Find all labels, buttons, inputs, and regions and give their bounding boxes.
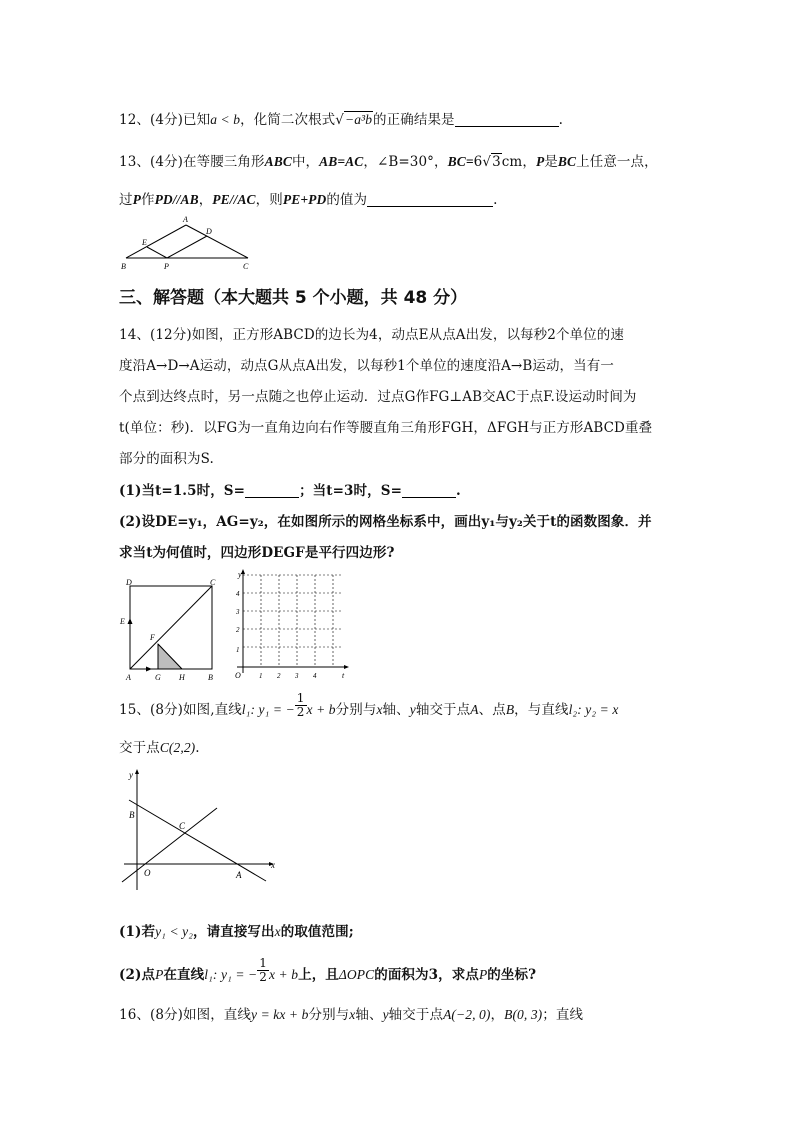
q14-part1 (119, 479, 461, 499)
q14-arrow-g (146, 667, 152, 672)
q14-line-5: 部分的面积为S. (119, 451, 214, 467)
q14-grid-y-arrow (241, 569, 245, 574)
q13-zuo: 作 (140, 192, 155, 208)
q13-label-b: B (121, 262, 126, 271)
q13-side-ac (186, 225, 248, 258)
q13-pe-ac: PE//AC (212, 192, 256, 207)
q13-p2: P (132, 192, 141, 207)
q13-label-c: C (243, 262, 249, 271)
q12-end: . (558, 112, 564, 128)
q13-line1 (119, 150, 658, 170)
q13-bc2: BC (557, 154, 577, 169)
q15-eq1-right: x + b (306, 702, 336, 717)
q16-sep: ， (490, 1007, 505, 1023)
q14-grid-yt-2: 2 (236, 626, 240, 634)
q15-part2-p: P (155, 967, 164, 982)
q14-label-d: D (126, 578, 132, 587)
q15-label-y: y (129, 770, 133, 780)
q15-fraction: $\frac{1}{2}$ (296, 691, 305, 719)
q15-dot-b: 、点 (478, 702, 506, 718)
q12-suffix: 的正确结果是 (373, 112, 455, 128)
q15-x-axis: x (376, 702, 383, 717)
q15-part2-fraction: $\frac{1}{2}$ (259, 956, 267, 984)
q12-answer-blank[interactable] (455, 112, 559, 127)
q14-label-f: F (150, 633, 155, 642)
q13-ze: ，则 (255, 192, 283, 208)
q15-line2 (119, 736, 200, 756)
q15-line1 (119, 691, 619, 719)
q15-part1-c: 的取值范围; (280, 924, 354, 940)
q15-part2-b: 在直线 (163, 967, 205, 983)
q14-grid-xt-2: 2 (277, 672, 281, 680)
q14-part1-a: (1)当t=1.5时，S= (119, 483, 246, 499)
q14-label-b: B (208, 673, 213, 682)
q13-cm: cm， (501, 154, 536, 170)
q13-any: 上任意一点， (576, 154, 658, 170)
q13-bc: BC= (447, 154, 474, 169)
q15-part1-x: x (274, 924, 281, 939)
q15-part1-a: (1)若 (119, 924, 156, 940)
q15-part2-eq-right: x + b (268, 967, 299, 982)
q16-point-a: A(−2, 0) (443, 1007, 491, 1022)
q15-axis-mid: 轴、 (382, 702, 410, 718)
q13-in: 中， (291, 154, 320, 170)
q14-blank-2[interactable] (402, 483, 456, 498)
q13-angle: ，∠B=30°， (363, 154, 448, 170)
q13-answer-blank[interactable] (367, 192, 493, 207)
q14-label-c: C (210, 578, 216, 587)
q14-grid-xt-1: 1 (259, 672, 263, 680)
q16-eq: y = kx + b (251, 1007, 309, 1022)
q14-line-1: 14、(12分)如图，正方形ABCD的边长为4，动点E从点A出发，以每秒2个单位的速 (119, 327, 624, 343)
q15-part2-tri: ΔOPC (338, 967, 375, 982)
q13-prefix: 13、(4分)在等腰三角形 (119, 154, 265, 170)
q15-eq1-left: : y₁ = − (250, 702, 295, 717)
q14-part2-line1: (2)设DE=y₁，AG=y₂，在如图所示的网格坐标系中，画出y₁与y₂关于t的函数图象．并 (119, 514, 652, 530)
q14-grid-yt-4: 4 (236, 590, 240, 598)
q15-label-c: C (179, 821, 186, 831)
q15-figure (118, 768, 288, 892)
q15-part2-d: 的面积为3，求点 (374, 967, 479, 983)
q13-line2 (119, 188, 498, 208)
q14-square-figure (118, 574, 228, 682)
q13-p-rest: 是 (544, 154, 558, 170)
q16-end: ；直线 (542, 1007, 584, 1023)
q15-label-a: A (236, 870, 242, 880)
q14-label-a: A (126, 673, 131, 682)
q16-point-b: B(0, 3) (504, 1007, 543, 1022)
q12-line (119, 108, 563, 128)
q13-triangle-figure (120, 212, 260, 274)
q12-prefix: 12、(4分)已知 (119, 112, 211, 128)
q15-part2-a: (2)点 (119, 967, 156, 983)
q13-bc-root: √3 (482, 154, 501, 170)
q16-axis: 轴、 (355, 1007, 383, 1023)
q14-grid-xt-3: 3 (295, 672, 299, 680)
q13-label-p: P (164, 262, 169, 271)
q16-axis-end: 轴交于点 (388, 1007, 444, 1023)
q15-part2-p2: P (478, 967, 488, 982)
q13-p: P (535, 154, 545, 169)
q14-part2-line2: 求当t为何值时，四边形DEGF是平行四边形? (119, 545, 395, 561)
q15-l1: l₁ (241, 702, 251, 717)
q13-seg-pe (147, 247, 167, 258)
q13-pe-pd: PE+PD (282, 192, 327, 207)
q14-line-3: 个点到达终点时，另一点随之也停止运动．过点G作FG⊥AB交AC于点F.设运动时间为 (119, 389, 637, 405)
q13-label-d: D (206, 227, 212, 236)
q16-prefix: 16、(8分)如图，直线 (119, 1007, 252, 1023)
q13-tri: ABC (264, 154, 292, 169)
q14-blank-1[interactable] (245, 483, 299, 498)
q13-label-a: A (183, 215, 188, 224)
q15-part1-b: ，请直接写出 (193, 924, 275, 940)
q13-label-e: E (142, 238, 147, 247)
q15-point-a: A (470, 702, 479, 717)
q15-line1-mid: 分别与 (335, 702, 377, 718)
q14-grid-yt-1: 1 (236, 646, 240, 654)
q14-grid-x-label: t (342, 671, 345, 680)
q16-mid: 分别与 (308, 1007, 350, 1023)
q14-grid-x-arrow (344, 665, 349, 669)
q14-arrow-e (128, 618, 133, 624)
q16-x: x (349, 1007, 356, 1022)
q15-point-c: C(2,2) (159, 740, 196, 755)
q14-grid-y-label: y (238, 570, 242, 579)
q14-part1-end: . (455, 483, 461, 499)
q14-diagonal-ac (130, 586, 212, 669)
q16-line1 (119, 1003, 583, 1023)
q14-grid-figure[interactable] (232, 569, 350, 682)
q15-line2-end: . (195, 740, 200, 756)
q15-with-l2: ，与直线 (514, 702, 569, 718)
q14-grid-yt-3: 3 (236, 608, 240, 616)
q15-y-arrow (135, 769, 139, 774)
q13-value: 的值为 (326, 192, 368, 208)
q12-radical: √−a³b (335, 112, 373, 128)
q14-label-h: H (179, 673, 185, 682)
q15-axis-end: 轴交于点 (415, 702, 471, 718)
q14-grid-xt-4: 4 (313, 672, 317, 680)
q14-line-2: 度沿A→D→A运动，动点G从点A出发，以每秒1个单位的速度沿A→B运动，当有一 (119, 358, 614, 374)
q13-ab-ac: AB=AC (319, 154, 364, 169)
q15-point-b: B (505, 702, 515, 717)
q14-grid-origin: O (235, 671, 241, 680)
q13-pd-ab: PD//AB (154, 192, 199, 207)
q15-part2-eq-left: : y₁ = − (212, 967, 258, 982)
q16-y: y (382, 1007, 389, 1022)
q15-label-x: x (271, 860, 275, 870)
q15-part2-c: 上，且 (298, 967, 339, 983)
q15-label-b: B (129, 810, 135, 820)
q13-bc-coef: 6 (473, 154, 483, 170)
q15-label-o: O (144, 868, 151, 878)
q13-line2-prefix: 过 (119, 192, 133, 208)
q13-end: . (493, 192, 498, 208)
q15-part2-e: 的坐标? (487, 967, 537, 983)
q15-prefix: 15、(8分)如图,直线 (119, 702, 242, 718)
section-3-title: 三、解答题（本大题共 5 个小题，共 48 分） (119, 288, 468, 308)
q15-part1 (119, 920, 354, 940)
q15-l2: l₂ (568, 702, 578, 717)
q13-seg-pd (167, 236, 207, 258)
q15-line2-text: 交于点 (119, 740, 160, 756)
q15-eq2: : y₂ = x (577, 702, 619, 717)
q14-label-g: G (155, 673, 161, 682)
q15-part1-ineq: y₁ < y₂ (155, 924, 194, 939)
q15-part2 (119, 956, 537, 984)
q13-comma: ， (198, 192, 213, 208)
q15-part2-l1: l₁ (204, 967, 213, 982)
q12-mid: ，化简二次根式 (240, 112, 336, 128)
q15-line-l2 (122, 808, 217, 882)
q14-label-e: E (120, 617, 125, 626)
q15-y-axis: y (409, 702, 416, 717)
q14-part1-b: ；当t=3时，S= (299, 483, 402, 499)
q14-line-4: t(单位：秒)．以FG为一直角边向右作等腰直角三角形FGH，ΔFGH与正方形ABCD重叠 (119, 420, 653, 436)
q12-condition: a < b (210, 112, 241, 127)
